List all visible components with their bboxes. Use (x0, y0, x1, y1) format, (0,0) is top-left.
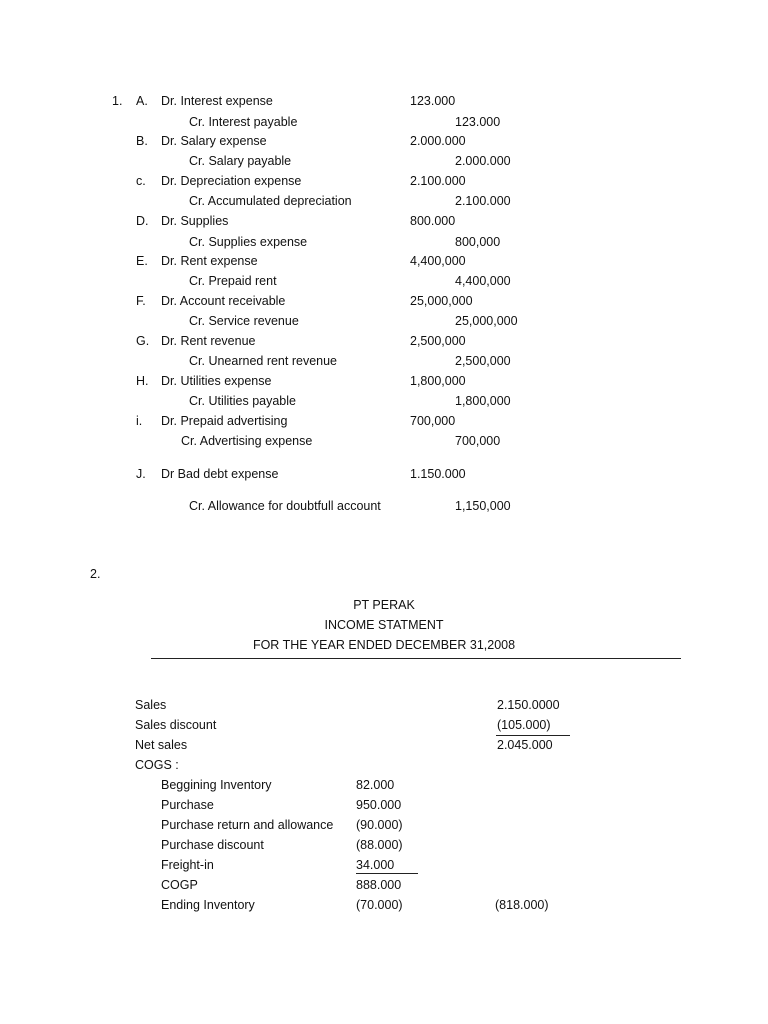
cogs-line-amount: 888.000 (356, 878, 402, 892)
cogs-line-amount: 950.000 (356, 798, 402, 812)
entry-label: i. (136, 414, 143, 428)
credit-amount: 2.100.000 (455, 194, 511, 208)
cogs-line-label: Purchase return and allowance (161, 818, 334, 832)
company-name: PT PERAK (353, 598, 415, 612)
debit-account: Dr. Salary expense (161, 134, 267, 148)
header-underline (151, 658, 681, 659)
entry-label: A. (136, 94, 148, 108)
cogs-line-amount: 82.000 (356, 778, 395, 792)
statement-title: INCOME STATMENT (324, 618, 444, 632)
entry-label: B. (136, 134, 148, 148)
net-sales-rule (496, 735, 570, 736)
cogs-line-label: Purchase (161, 798, 214, 812)
credit-amount: 700,000 (455, 434, 501, 448)
credit-amount: 4,400,000 (455, 274, 511, 288)
cogs-line-amount: 34.000 (356, 858, 395, 872)
cogs-line-label: Ending Inventory (161, 898, 255, 912)
statement-line-amount: 2.150.0000 (497, 698, 560, 712)
credit-amount: 800,000 (455, 235, 501, 249)
debit-amount: 2.000.000 (410, 134, 466, 148)
question-number-2: 2. (90, 567, 101, 581)
entry-label: H. (136, 374, 149, 388)
credit-amount: 2,500,000 (455, 354, 511, 368)
entry-label: J. (136, 467, 146, 481)
debit-amount: 123.000 (410, 94, 456, 108)
credit-amount: 1,800,000 (455, 394, 511, 408)
debit-amount: 2,500,000 (410, 334, 466, 348)
credit-amount: 1,150,000 (455, 499, 511, 513)
debit-account: Dr. Interest expense (161, 94, 273, 108)
debit-account: Dr. Utilities expense (161, 374, 272, 388)
statement-line-label: Sales (135, 698, 167, 712)
debit-amount: 4,400,000 (410, 254, 466, 268)
statement-period: FOR THE YEAR ENDED DECEMBER 31,2008 (252, 638, 516, 652)
debit-account: Dr. Account receivable (161, 294, 286, 308)
credit-amount: 2.000.000 (455, 154, 511, 168)
cogs-line-amount: (88.000) (356, 838, 403, 852)
entry-label: E. (136, 254, 148, 268)
credit-account: Cr. Supplies expense (189, 235, 308, 249)
debit-amount: 25,000,000 (410, 294, 473, 308)
debit-account: Dr. Depreciation expense (161, 174, 302, 188)
cogs-line-amount: (70.000) (356, 898, 403, 912)
cogs-line-label: Purchase discount (161, 838, 264, 852)
debit-account: Dr. Rent revenue (161, 334, 256, 348)
debit-amount: 800.000 (410, 214, 456, 228)
entry-label: D. (136, 214, 149, 228)
debit-account: Dr. Rent expense (161, 254, 258, 268)
credit-account: Cr. Allowance for doubtfull account (189, 499, 381, 513)
cogs-line-label: Freight-in (161, 858, 214, 872)
credit-account: Cr. Prepaid rent (189, 274, 277, 288)
credit-account: Cr. Salary payable (189, 154, 292, 168)
statement-line-amount: (105.000) (497, 718, 551, 732)
entry-label: G. (136, 334, 150, 348)
credit-account: Cr. Interest payable (189, 115, 298, 129)
credit-amount: 25,000,000 (455, 314, 518, 328)
entry-label: F. (136, 294, 146, 308)
debit-amount: 1.150.000 (410, 467, 466, 481)
statement-line-label: Sales discount (135, 718, 217, 732)
debit-amount: 1,800,000 (410, 374, 466, 388)
debit-account: Dr. Supplies (161, 214, 229, 228)
debit-amount: 2.100.000 (410, 174, 466, 188)
entry-label: c. (136, 174, 146, 188)
credit-amount: 123.000 (455, 115, 501, 129)
statement-line-amount: 2.045.000 (497, 738, 553, 752)
credit-account: Cr. Advertising expense (181, 434, 313, 448)
debit-account: Dr Bad debt expense (161, 467, 279, 481)
debit-amount: 700,000 (410, 414, 456, 428)
cogp-rule (356, 873, 418, 874)
question-number-1: 1. (112, 94, 123, 108)
debit-account: Dr. Prepaid advertising (161, 414, 288, 428)
cogs-line-amount: (90.000) (356, 818, 403, 832)
statement-line-label: Net sales (135, 738, 188, 752)
cogs-line-label: COGP (161, 878, 198, 892)
cogs-total-amount: (818.000) (495, 898, 549, 912)
credit-account: Cr. Accumulated depreciation (189, 194, 352, 208)
statement-line-label: COGS : (135, 758, 179, 772)
credit-account: Cr. Service revenue (189, 314, 299, 328)
cogs-line-label: Beggining Inventory (161, 778, 272, 792)
credit-account: Cr. Utilities payable (189, 394, 296, 408)
credit-account: Cr. Unearned rent revenue (189, 354, 338, 368)
